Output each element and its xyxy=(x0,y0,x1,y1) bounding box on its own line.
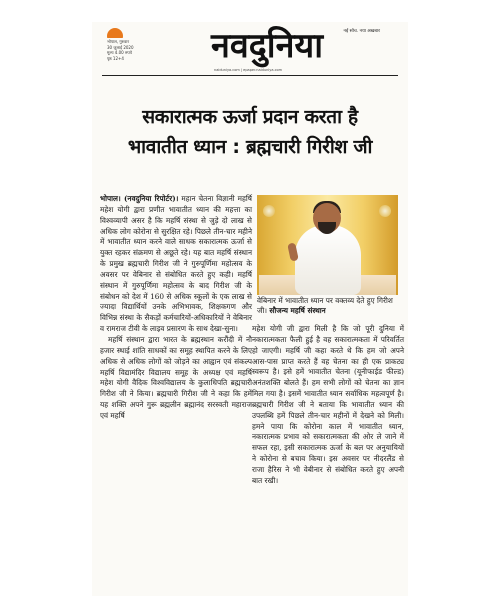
speaker-robe xyxy=(295,225,361,295)
edition-line: naiduniya.com | epaper.naiduniya.com xyxy=(214,68,283,72)
logo-tagline: नई सोच. नया अखबार xyxy=(343,29,380,34)
headline-line-1: सकारात्मक ऊर्जा प्रदान करता है xyxy=(142,106,358,128)
issue-info-line: 30 जुलाई 2020 xyxy=(107,44,134,50)
sun-logo-icon xyxy=(107,28,123,38)
dateline: भोपाल। (नवदुनिया रिपोर्टर)। xyxy=(100,194,179,203)
flower-decoration xyxy=(379,205,391,217)
article-left-column xyxy=(100,194,252,422)
paragraph-text: महान चेतना विज्ञानी महर्षि महेश योगी द्वारा प्रणीत भावातीत ध्यान की महत्ता का विश्वव्यापी असर है कि महर्षि संस्था से जुड़े दो लाख से अधिक लोग कोरोना से सुरक्षित रहे। पिछले तीन-चार महीने में भावातीत ध्यान करने वाले साधक सकारात्मक ऊर्जा से युक्त रहकर संक्रमण से अछूते रहे। यह बात महर्षि संस्थान के प्रमुख ब्रह्मचारी गिरीश जी ने गुरुपूर्णिमा महोत्सव के अवसर पर वेबिनार से संबोधित करते हुए कही। महर्षि संस्थान में गुरुपूर्णिमा महोत्सव के बाद गिरीश जी के संबोधन को देश में 160 से अधिक स्कूलों के एक लाख से ज्यादा विद्यार्थियों उनके अभिभावक, शिक्षकगण और विभिन्न संस्था के सैकड़ों कर्मचारियों-अधिकारियों ने वेबिनार व रामराज टीवी के लाइव प्रसारण के साथ देखा-सुना। xyxy=(100,194,252,334)
flower-decoration xyxy=(263,205,275,217)
masthead-side-info xyxy=(107,39,161,61)
issue-info-line: मूल्य 4.00 रुपये xyxy=(107,50,132,55)
photo-caption xyxy=(257,296,398,316)
issue-info-line: पृष्ठ 12+4 xyxy=(107,55,124,61)
newspaper-clipping xyxy=(92,22,408,596)
issue-info-line: भोपाल, गुरुवार xyxy=(107,39,129,44)
article-paragraph xyxy=(100,194,252,335)
masthead-rule xyxy=(102,75,398,76)
article-paragraph: महेश योगी जी द्वारा मिली है कि जो पूरी दुनिया में नकारात्मकता फैली हुई है वह सकारात्मकता में परिवर्तित हो जाएगी। महर्षि जी कहा करते थे कि हम जो अपने आस-पास प्राप्त करते हैं वह चेतना का ही एक प्राकट्य स्वरूप है। इसे हमें भावातीत चेतना (यूनीफाईड फील्ड) अनंतशक्ति बोलते हैं। हम सभी लोगों को चेतना का ज्ञान मिल गया है। इसमें भावातीत ध्यान सर्वाधिक महत्वपूर्ण है। ब्रह्मचारी गिरीश जी ने बताया कि भावातीत ध्यान की उपलब्धि हमें पिछले तीन-चार महीनों में देखने को मिली। हमने पाया कि कोरोना काल में भावातीत ध्यान, नकारात्मक प्रभाव को सकारात्मकता की ओर ले जाने में सफल रहा, इसी सकारात्मक ऊर्जा के बल पर अनुयायियों ने कोरोना से बचाव किया। इस अवसर पर नीदरलैंड से राजा हैरिस ने भी वेबीनार से संबोधित करते हुए अपनी बात रखी। xyxy=(252,324,404,485)
article-right-column xyxy=(252,324,404,487)
headline-line-2: भावातीत ध्यान : ब्रह्मचारी गिरीश जी xyxy=(127,136,373,158)
speaker-photo xyxy=(257,195,398,295)
article-paragraph: महर्षि संस्थान द्वारा भारत के ब्रह्मस्थान करौंदी में नौ हजार स्थाई शांति साधकों का समूह स्थापित करने के लिए अधिक से अधिक लोगों को जोड़ने का आह्वान एवं संकल्प महर्षि विद्यामंदिर विद्यालय समूह के अध्यक्ष एवं महर्षि महेश योगी वैदिक विश्वविद्यालय के कुलाधिपति ब्रह्मचारी गिरीश जी ने किया। ब्रह्मचारी गिरीश जी ने कहा कि हमें यह शक्ति अपने गुरू ब्रह्मलीन ब्रह्मानंद सरस्वती महाराज एवं महर्षि xyxy=(100,334,252,420)
photo-credit: सौजन्य महर्षि संस्थान xyxy=(269,306,326,315)
caption-text: वेबिनार में भावातीत ध्यान पर वक्तव्य देते हुए गिरीश जी। xyxy=(257,296,393,315)
newspaper-logo: नवदुनिया xyxy=(210,26,324,66)
